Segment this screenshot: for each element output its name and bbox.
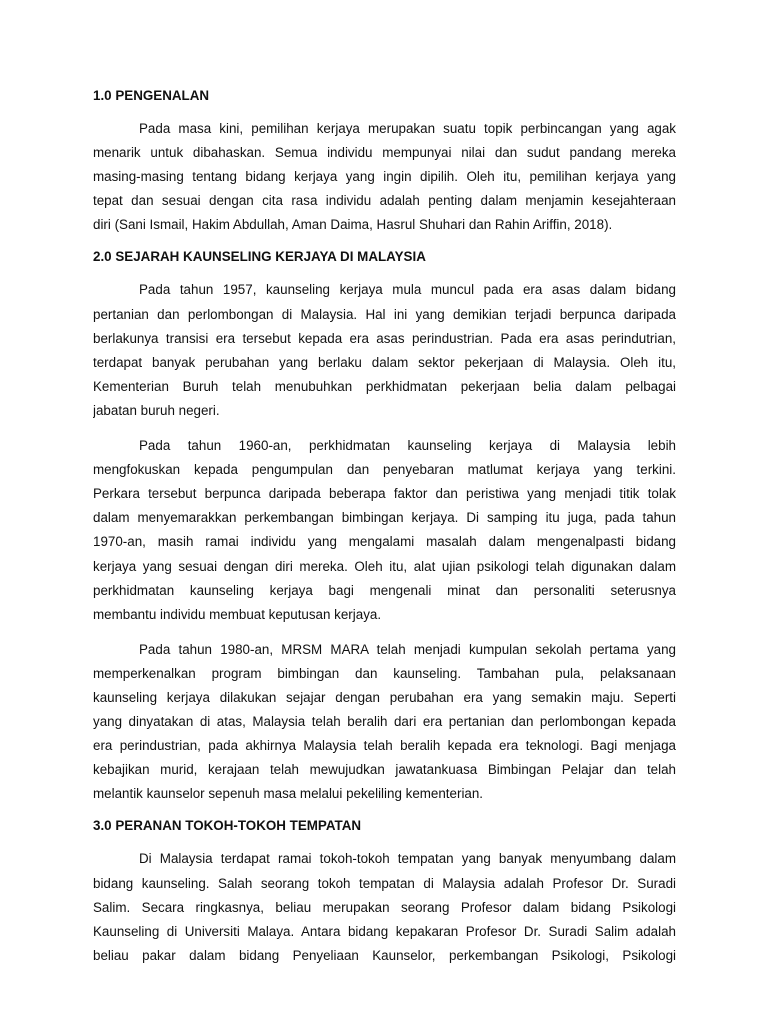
text-line: Kementerian Buruh telah menubuhkan perkhidmatan pekerjaan belia dalam pelbagai bbox=[93, 378, 676, 394]
text-line: Kaunseling di Universiti Malaya. Antara bidang kepakaran Profesor Dr. Suradi Salim adalah bbox=[93, 923, 676, 939]
text-line: yang dinyatakan di atas, Malaysia telah beralih dari era pertanian dan perlombongan kepada bbox=[93, 714, 676, 730]
text-line: tepat dan sesuai dengan cita rasa individu adalah penting dalam menjamin kesejahteraan bbox=[93, 193, 676, 209]
text-line: kebajikan murid, kerajaan telah mewujudkan jawatankuasa Bimbingan Pelajar dan telah bbox=[93, 762, 676, 778]
text-line: diri (Sani Ismail, Hakim Abdullah, Aman Daima, Hasrul Shuhari dan Rahin Ariffin, 2018). bbox=[93, 217, 613, 233]
text-line: jabatan buruh negeri. bbox=[93, 402, 220, 418]
text-line: Pada tahun 1957, kaunseling kerjaya mula muncul pada era asas dalam bidang bbox=[139, 282, 676, 298]
text-line: memperkenalkan program bimbingan dan kaunseling. Tambahan pula, pelaksanaan bbox=[93, 665, 676, 681]
text-line: Perkara tersebut berpunca daripada beberapa faktor dan peristiwa yang menjadi titik tolak bbox=[93, 486, 676, 502]
text-line: masing-masing tentang bidang kerjaya yang ingin dipilih. Oleh itu, pemilihan kerjaya yang bbox=[93, 169, 676, 185]
paragraph bbox=[93, 117, 676, 237]
text-line: kerjaya yang sesuai dengan diri mereka. Oleh itu, alat ujian psikologi telah digunakan dalam bbox=[93, 558, 676, 574]
text-line: 1970-an, masih ramai individu yang mengalami masalah dalam mengenalpasti bidang bbox=[93, 534, 676, 550]
text-line: terdapat banyak perubahan yang berlaku dalam sektor pekerjaan di Malaysia. Oleh itu, bbox=[93, 354, 676, 370]
text-line: Pada masa kini, pemilihan kerjaya merupakan suatu topik perbincangan yang agak bbox=[139, 121, 676, 136]
text-line: pertanian dan perlombongan di Malaysia. Hal ini yang demikian terjadi berpunca daripada bbox=[93, 306, 676, 322]
text-line: era perindustrian, pada akhirnya Malaysia telah beralih kepada era teknologi. Bagi menjaga bbox=[93, 738, 676, 754]
text-line: Pada tahun 1960-an, perkhidmatan kaunseling kerjaya di Malaysia lebih bbox=[139, 438, 676, 454]
text-line: mengfokuskan kepada pengumpulan dan penyebaran matlumat kerjaya yang terkini. bbox=[93, 462, 676, 478]
text-line: dalam menyemarakkan perkembangan bimbingan kerjaya. Di samping itu juga, pada tahun bbox=[93, 510, 676, 526]
section-pengenalan bbox=[93, 87, 676, 237]
section-peranan-tokoh bbox=[93, 817, 676, 967]
paragraph bbox=[93, 434, 676, 627]
section-sejarah bbox=[93, 248, 676, 806]
paragraph bbox=[93, 638, 676, 807]
section-heading: 2.0 SEJARAH KAUNSELING KERJAYA DI MALAYSIA bbox=[93, 249, 426, 265]
text-line: membantu individu membuat keputusan kerjaya. bbox=[93, 606, 382, 622]
text-line: kaunseling kerjaya dilakukan sejajar dengan perubahan era yang semakin maju. Seperti bbox=[93, 689, 676, 705]
text-line: perkhidmatan kaunseling kerjaya bagi mengenali minat dan personaliti seterusnya bbox=[93, 582, 676, 598]
paragraph bbox=[93, 278, 676, 423]
text-line: berlakunya transisi era tersebut kepada era asas perindustrian. Pada era asas perindutrian, bbox=[93, 330, 676, 346]
section-heading: 3.0 PERANAN TOKOH-TOKOH TEMPATAN bbox=[93, 818, 362, 834]
text-line: beliau pakar dalam bidang Penyeliaan Kaunselor, perkembangan Psikologi, Psikologi bbox=[93, 947, 676, 963]
text-line: menarik untuk dibahaskan. Semua individu mempunyai nilai dan sudut pandang mereka bbox=[93, 145, 676, 161]
text-line: Pada tahun 1980-an, MRSM MARA telah menjadi kumpulan sekolah pertama yang bbox=[139, 641, 676, 657]
text-line: bidang kaunseling. Salah seorang tokoh tempatan di Malaysia adalah Profesor Dr. Suradi bbox=[93, 875, 676, 891]
text-line: melantik kaunselor sepenuh masa melalui pekeliling kementerian. bbox=[93, 786, 484, 802]
section-heading: 1.0 PENGENALAN bbox=[93, 88, 210, 103]
paragraph bbox=[93, 847, 676, 967]
text-line: Salim. Secara ringkasnya, beliau merupakan seorang Profesor dalam bidang Psikologi bbox=[93, 899, 676, 915]
text-line: Di Malaysia terdapat ramai tokoh-tokoh tempatan yang banyak menyumbang dalam bbox=[139, 851, 676, 867]
